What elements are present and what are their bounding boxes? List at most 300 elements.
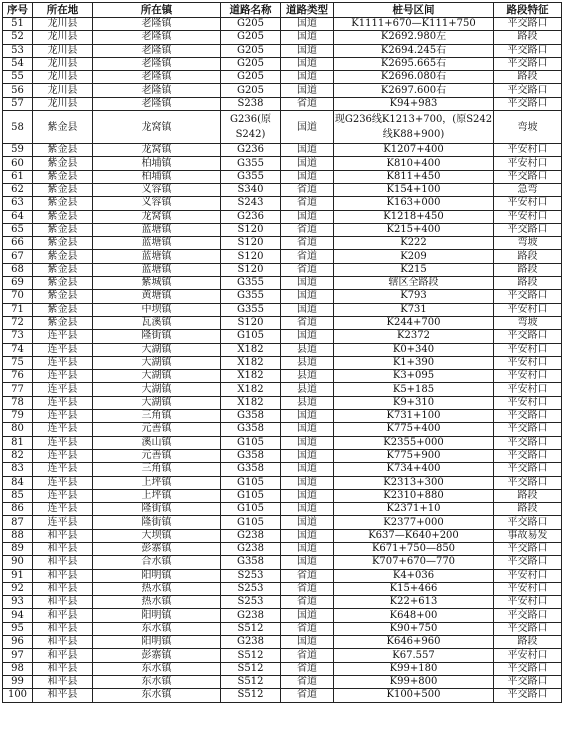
cell-road-name: G358 bbox=[221, 463, 281, 476]
cell-road-name: G105 bbox=[221, 516, 281, 529]
cell-index: 92 bbox=[3, 582, 33, 595]
cell-stake-range: K215+400 bbox=[334, 223, 494, 236]
cell-segment-feature: 弯坡 bbox=[494, 111, 562, 144]
cell-segment-feature: 平交路口 bbox=[494, 609, 562, 622]
cell-segment-feature: 平安村口 bbox=[494, 370, 562, 383]
cell-index: 72 bbox=[3, 316, 33, 329]
header-road-type: 道路类型 bbox=[281, 3, 334, 18]
cell-road-type: 国道 bbox=[281, 556, 334, 569]
cell-town: 紫城镇 bbox=[93, 277, 221, 290]
cell-stake-range: K244+700 bbox=[334, 316, 494, 329]
cell-index: 70 bbox=[3, 290, 33, 303]
cell-county: 和平县 bbox=[33, 529, 93, 542]
cell-county: 和平县 bbox=[33, 689, 93, 702]
cell-road-type: 省道 bbox=[281, 569, 334, 582]
header-index: 序号 bbox=[3, 3, 33, 18]
cell-county: 连平县 bbox=[33, 476, 93, 489]
cell-road-type: 省道 bbox=[281, 689, 334, 702]
cell-road-type: 国道 bbox=[281, 529, 334, 542]
cell-stake-range: K810+400 bbox=[334, 157, 494, 170]
cell-road-name: S120 bbox=[221, 316, 281, 329]
cell-county: 紫金县 bbox=[33, 170, 93, 183]
cell-road-name: S243 bbox=[221, 197, 281, 210]
cell-segment-feature: 事故易发 bbox=[494, 529, 562, 542]
table-row bbox=[3, 356, 562, 369]
table-row bbox=[3, 290, 562, 303]
cell-road-type: 国道 bbox=[281, 44, 334, 57]
cell-index: 75 bbox=[3, 356, 33, 369]
cell-county: 连平县 bbox=[33, 383, 93, 396]
road-hazard-table bbox=[2, 2, 562, 703]
cell-road-type: 国道 bbox=[281, 303, 334, 316]
cell-index: 68 bbox=[3, 263, 33, 276]
cell-stake-range: K1218+450 bbox=[334, 210, 494, 223]
cell-county: 连平县 bbox=[33, 449, 93, 462]
cell-road-name: G105 bbox=[221, 503, 281, 516]
table-row bbox=[3, 250, 562, 263]
cell-segment-feature: 平交路口 bbox=[494, 170, 562, 183]
cell-segment-feature: 平交路口 bbox=[494, 223, 562, 236]
table-row bbox=[3, 569, 562, 582]
cell-stake-range: K163+000 bbox=[334, 197, 494, 210]
cell-stake-range: K671+750—850 bbox=[334, 542, 494, 555]
cell-segment-feature: 平交路口 bbox=[494, 556, 562, 569]
cell-index: 66 bbox=[3, 237, 33, 250]
cell-road-name: X182 bbox=[221, 396, 281, 409]
table-row bbox=[3, 170, 562, 183]
cell-county: 紫金县 bbox=[33, 183, 93, 196]
cell-index: 52 bbox=[3, 31, 33, 44]
cell-county: 紫金县 bbox=[33, 157, 93, 170]
cell-town: 柏埔镇 bbox=[93, 170, 221, 183]
table-row bbox=[3, 396, 562, 409]
cell-road-name: G236 bbox=[221, 144, 281, 157]
cell-town: 隆街镇 bbox=[93, 330, 221, 343]
table-row bbox=[3, 410, 562, 423]
cell-town: 大湖镇 bbox=[93, 396, 221, 409]
cell-road-name: G358 bbox=[221, 423, 281, 436]
cell-road-name: G105 bbox=[221, 436, 281, 449]
cell-road-type: 省道 bbox=[281, 649, 334, 662]
cell-index: 67 bbox=[3, 250, 33, 263]
cell-town: 阳明镇 bbox=[93, 569, 221, 582]
cell-index: 53 bbox=[3, 44, 33, 57]
table-row bbox=[3, 343, 562, 356]
cell-county: 紫金县 bbox=[33, 223, 93, 236]
cell-stake-range: K2372 bbox=[334, 330, 494, 343]
cell-stake-range: K775+900 bbox=[334, 449, 494, 462]
cell-stake-range: K90+750 bbox=[334, 622, 494, 635]
cell-town: 蓝塘镇 bbox=[93, 237, 221, 250]
cell-index: 58 bbox=[3, 111, 33, 144]
cell-county: 和平县 bbox=[33, 662, 93, 675]
cell-road-type: 省道 bbox=[281, 316, 334, 329]
table-row bbox=[3, 649, 562, 662]
cell-road-name: G355 bbox=[221, 277, 281, 290]
cell-index: 64 bbox=[3, 210, 33, 223]
cell-segment-feature: 平安村口 bbox=[494, 210, 562, 223]
header-segment-feature: 路段特征 bbox=[494, 3, 562, 18]
cell-stake-range: K734+400 bbox=[334, 463, 494, 476]
cell-stake-range: K99+180 bbox=[334, 662, 494, 675]
cell-road-name: G358 bbox=[221, 556, 281, 569]
cell-segment-feature: 平安村口 bbox=[494, 197, 562, 210]
cell-segment-feature: 平安村口 bbox=[494, 569, 562, 582]
cell-stake-range: K637—K640+200 bbox=[334, 529, 494, 542]
cell-segment-feature: 平交路口 bbox=[494, 542, 562, 555]
cell-town: 三角镇 bbox=[93, 410, 221, 423]
cell-segment-feature: 平交路口 bbox=[494, 57, 562, 70]
cell-stake-range: K2313+300 bbox=[334, 476, 494, 489]
cell-road-type: 省道 bbox=[281, 237, 334, 250]
cell-segment-feature: 平安村口 bbox=[494, 582, 562, 595]
cell-index: 77 bbox=[3, 383, 33, 396]
cell-index: 62 bbox=[3, 183, 33, 196]
table-row bbox=[3, 84, 562, 97]
table-row bbox=[3, 210, 562, 223]
cell-stake-range: K2694.245右 bbox=[334, 44, 494, 57]
cell-road-type: 省道 bbox=[281, 622, 334, 635]
cell-segment-feature: 弯坡 bbox=[494, 237, 562, 250]
cell-index: 88 bbox=[3, 529, 33, 542]
table-row bbox=[3, 489, 562, 502]
cell-county: 连平县 bbox=[33, 396, 93, 409]
table-row bbox=[3, 144, 562, 157]
cell-town: 老隆镇 bbox=[93, 44, 221, 57]
cell-stake-range: K2377+000 bbox=[334, 516, 494, 529]
cell-stake-range: K731 bbox=[334, 303, 494, 316]
cell-road-type: 国道 bbox=[281, 609, 334, 622]
cell-county: 龙川县 bbox=[33, 57, 93, 70]
cell-stake-range: K4+036 bbox=[334, 569, 494, 582]
table-row bbox=[3, 111, 562, 144]
cell-town: 老隆镇 bbox=[93, 97, 221, 110]
cell-index: 100 bbox=[3, 689, 33, 702]
cell-index: 81 bbox=[3, 436, 33, 449]
cell-road-type: 国道 bbox=[281, 210, 334, 223]
cell-county: 紫金县 bbox=[33, 197, 93, 210]
cell-town: 大湖镇 bbox=[93, 370, 221, 383]
cell-county: 和平县 bbox=[33, 609, 93, 622]
cell-town: 东水镇 bbox=[93, 622, 221, 635]
table-row bbox=[3, 596, 562, 609]
cell-county: 连平县 bbox=[33, 370, 93, 383]
table-row bbox=[3, 463, 562, 476]
table-row bbox=[3, 197, 562, 210]
cell-road-type: 省道 bbox=[281, 97, 334, 110]
cell-road-name: S512 bbox=[221, 622, 281, 635]
cell-stake-range: K67.557 bbox=[334, 649, 494, 662]
cell-road-name: G238 bbox=[221, 636, 281, 649]
cell-town: 蓝塘镇 bbox=[93, 223, 221, 236]
cell-county: 紫金县 bbox=[33, 111, 93, 144]
cell-index: 54 bbox=[3, 57, 33, 70]
cell-road-type: 国道 bbox=[281, 542, 334, 555]
cell-road-name: G238 bbox=[221, 542, 281, 555]
cell-town: 老隆镇 bbox=[93, 84, 221, 97]
cell-index: 85 bbox=[3, 489, 33, 502]
cell-segment-feature: 急弯 bbox=[494, 183, 562, 196]
cell-county: 连平县 bbox=[33, 503, 93, 516]
table-row bbox=[3, 503, 562, 516]
table-row bbox=[3, 436, 562, 449]
cell-town: 龙窝镇 bbox=[93, 111, 221, 144]
cell-road-name: S120 bbox=[221, 223, 281, 236]
table-row bbox=[3, 423, 562, 436]
cell-road-name: S512 bbox=[221, 649, 281, 662]
cell-stake-range: K154+100 bbox=[334, 183, 494, 196]
table-row bbox=[3, 556, 562, 569]
cell-segment-feature: 平交路口 bbox=[494, 622, 562, 635]
cell-stake-range: K99+800 bbox=[334, 675, 494, 688]
cell-road-type: 省道 bbox=[281, 197, 334, 210]
cell-county: 连平县 bbox=[33, 410, 93, 423]
cell-segment-feature: 平交路口 bbox=[494, 476, 562, 489]
cell-road-type: 县道 bbox=[281, 356, 334, 369]
cell-county: 和平县 bbox=[33, 636, 93, 649]
cell-segment-feature: 平交路口 bbox=[494, 84, 562, 97]
header-row bbox=[3, 3, 562, 18]
cell-town: 热水镇 bbox=[93, 596, 221, 609]
cell-segment-feature: 路段 bbox=[494, 263, 562, 276]
cell-county: 龙川县 bbox=[33, 31, 93, 44]
table-row bbox=[3, 636, 562, 649]
table-row bbox=[3, 303, 562, 316]
cell-stake-range: K9+310 bbox=[334, 396, 494, 409]
cell-road-type: 国道 bbox=[281, 277, 334, 290]
cell-index: 87 bbox=[3, 516, 33, 529]
cell-town: 义容镇 bbox=[93, 183, 221, 196]
cell-road-type: 国道 bbox=[281, 503, 334, 516]
cell-town: 阳明镇 bbox=[93, 609, 221, 622]
cell-road-name: G358 bbox=[221, 410, 281, 423]
cell-town: 上坪镇 bbox=[93, 489, 221, 502]
cell-stake-range: K731+100 bbox=[334, 410, 494, 423]
table-row bbox=[3, 18, 562, 31]
table-row bbox=[3, 263, 562, 276]
cell-county: 龙川县 bbox=[33, 44, 93, 57]
cell-road-name: G205 bbox=[221, 71, 281, 84]
cell-town: 上坪镇 bbox=[93, 476, 221, 489]
cell-index: 69 bbox=[3, 277, 33, 290]
table-row bbox=[3, 609, 562, 622]
cell-stake-range: K3+095 bbox=[334, 370, 494, 383]
cell-road-name: G205 bbox=[221, 84, 281, 97]
cell-county: 龙川县 bbox=[33, 71, 93, 84]
table-row bbox=[3, 71, 562, 84]
cell-road-name: G238 bbox=[221, 609, 281, 622]
cell-stake-range: 辖区全路段 bbox=[334, 277, 494, 290]
table-row bbox=[3, 183, 562, 196]
cell-town: 老隆镇 bbox=[93, 71, 221, 84]
cell-stake-range: K15+466 bbox=[334, 582, 494, 595]
cell-index: 60 bbox=[3, 157, 33, 170]
cell-road-name: S253 bbox=[221, 582, 281, 595]
cell-road-name: G105 bbox=[221, 330, 281, 343]
cell-segment-feature: 平交路口 bbox=[494, 436, 562, 449]
cell-segment-feature: 平安村口 bbox=[494, 396, 562, 409]
cell-segment-feature: 路段 bbox=[494, 71, 562, 84]
cell-stake-range: K22+613 bbox=[334, 596, 494, 609]
cell-road-type: 国道 bbox=[281, 476, 334, 489]
cell-road-name: G236(原S242) bbox=[221, 111, 281, 144]
cell-town: 蓝塘镇 bbox=[93, 250, 221, 263]
cell-road-name: G205 bbox=[221, 31, 281, 44]
cell-stake-range: K209 bbox=[334, 250, 494, 263]
cell-county: 紫金县 bbox=[33, 290, 93, 303]
cell-town: 东水镇 bbox=[93, 675, 221, 688]
header-county: 所在地 bbox=[33, 3, 93, 18]
cell-index: 73 bbox=[3, 330, 33, 343]
cell-segment-feature: 平交路口 bbox=[494, 18, 562, 31]
cell-index: 91 bbox=[3, 569, 33, 582]
cell-stake-range: K811+450 bbox=[334, 170, 494, 183]
cell-town: 老隆镇 bbox=[93, 31, 221, 44]
cell-segment-feature: 平安村口 bbox=[494, 343, 562, 356]
cell-index: 97 bbox=[3, 649, 33, 662]
cell-town: 元善镇 bbox=[93, 423, 221, 436]
cell-stake-range: K2310+880 bbox=[334, 489, 494, 502]
cell-segment-feature: 平交路口 bbox=[494, 330, 562, 343]
cell-segment-feature: 平交路口 bbox=[494, 689, 562, 702]
cell-stake-range: K2355+000 bbox=[334, 436, 494, 449]
cell-road-name: G205 bbox=[221, 44, 281, 57]
cell-segment-feature: 平交路口 bbox=[494, 44, 562, 57]
cell-town: 龙窝镇 bbox=[93, 210, 221, 223]
cell-segment-feature: 路段 bbox=[494, 31, 562, 44]
cell-town: 蓝塘镇 bbox=[93, 263, 221, 276]
cell-road-type: 省道 bbox=[281, 250, 334, 263]
table-row bbox=[3, 97, 562, 110]
cell-index: 90 bbox=[3, 556, 33, 569]
cell-town: 隆街镇 bbox=[93, 516, 221, 529]
cell-stake-range: K5+185 bbox=[334, 383, 494, 396]
cell-road-type: 国道 bbox=[281, 57, 334, 70]
cell-road-type: 国道 bbox=[281, 489, 334, 502]
cell-road-type: 省道 bbox=[281, 263, 334, 276]
cell-segment-feature: 路段 bbox=[494, 636, 562, 649]
cell-stake-range: K2692.980左 bbox=[334, 31, 494, 44]
cell-town: 龙窝镇 bbox=[93, 144, 221, 157]
cell-county: 和平县 bbox=[33, 569, 93, 582]
cell-town: 老隆镇 bbox=[93, 18, 221, 31]
cell-road-name: S340 bbox=[221, 183, 281, 196]
table-row bbox=[3, 370, 562, 383]
cell-segment-feature: 路段 bbox=[494, 489, 562, 502]
table-row bbox=[3, 31, 562, 44]
cell-road-type: 县道 bbox=[281, 383, 334, 396]
cell-index: 99 bbox=[3, 675, 33, 688]
cell-road-name: G236 bbox=[221, 210, 281, 223]
cell-road-name: S253 bbox=[221, 596, 281, 609]
cell-segment-feature: 平安村口 bbox=[494, 303, 562, 316]
cell-stake-range: K2697.600右 bbox=[334, 84, 494, 97]
cell-road-name: G105 bbox=[221, 489, 281, 502]
cell-town: 大坝镇 bbox=[93, 529, 221, 542]
cell-index: 63 bbox=[3, 197, 33, 210]
cell-town: 彭寨镇 bbox=[93, 542, 221, 555]
cell-town: 阳明镇 bbox=[93, 636, 221, 649]
cell-stake-range: K2695.665右 bbox=[334, 57, 494, 70]
cell-index: 95 bbox=[3, 622, 33, 635]
cell-road-type: 省道 bbox=[281, 582, 334, 595]
cell-road-name: S253 bbox=[221, 569, 281, 582]
cell-county: 和平县 bbox=[33, 596, 93, 609]
cell-road-name: S238 bbox=[221, 97, 281, 110]
cell-county: 和平县 bbox=[33, 582, 93, 595]
header-town: 所在镇 bbox=[93, 3, 221, 18]
cell-town: 隆街镇 bbox=[93, 503, 221, 516]
cell-road-type: 省道 bbox=[281, 675, 334, 688]
cell-index: 86 bbox=[3, 503, 33, 516]
table-row bbox=[3, 57, 562, 70]
cell-county: 和平县 bbox=[33, 622, 93, 635]
cell-stake-range: K2696.080右 bbox=[334, 71, 494, 84]
cell-town: 热水镇 bbox=[93, 582, 221, 595]
cell-segment-feature: 平安村口 bbox=[494, 356, 562, 369]
cell-town: 柏埔镇 bbox=[93, 157, 221, 170]
cell-road-type: 县道 bbox=[281, 370, 334, 383]
table-row bbox=[3, 582, 562, 595]
cell-segment-feature: 平交路口 bbox=[494, 290, 562, 303]
cell-road-name: S120 bbox=[221, 250, 281, 263]
cell-county: 紫金县 bbox=[33, 210, 93, 223]
cell-stake-range: K648+00 bbox=[334, 609, 494, 622]
cell-town: 元善镇 bbox=[93, 449, 221, 462]
cell-stake-range: K1207+400 bbox=[334, 144, 494, 157]
cell-segment-feature: 平安村口 bbox=[494, 157, 562, 170]
cell-road-type: 省道 bbox=[281, 223, 334, 236]
cell-road-type: 省道 bbox=[281, 662, 334, 675]
cell-county: 连平县 bbox=[33, 516, 93, 529]
cell-road-type: 国道 bbox=[281, 84, 334, 97]
cell-road-name: G355 bbox=[221, 170, 281, 183]
cell-road-name: S512 bbox=[221, 689, 281, 702]
cell-road-name: G358 bbox=[221, 449, 281, 462]
cell-segment-feature: 平交路口 bbox=[494, 449, 562, 462]
cell-road-type: 国道 bbox=[281, 330, 334, 343]
cell-stake-range: K1111+670—K111+750 bbox=[334, 18, 494, 31]
cell-road-name: G105 bbox=[221, 476, 281, 489]
cell-county: 龙川县 bbox=[33, 18, 93, 31]
cell-segment-feature: 路段 bbox=[494, 503, 562, 516]
cell-town: 三角镇 bbox=[93, 463, 221, 476]
cell-segment-feature: 平安村口 bbox=[494, 144, 562, 157]
cell-index: 71 bbox=[3, 303, 33, 316]
cell-stake-range: K2371+10 bbox=[334, 503, 494, 516]
cell-index: 76 bbox=[3, 370, 33, 383]
cell-segment-feature: 平交路口 bbox=[494, 662, 562, 675]
cell-town: 黄塘镇 bbox=[93, 290, 221, 303]
cell-county: 连平县 bbox=[33, 423, 93, 436]
cell-county: 连平县 bbox=[33, 436, 93, 449]
cell-road-name: X182 bbox=[221, 356, 281, 369]
cell-stake-range: K215 bbox=[334, 263, 494, 276]
table-row bbox=[3, 383, 562, 396]
cell-county: 和平县 bbox=[33, 675, 93, 688]
cell-road-type: 国道 bbox=[281, 436, 334, 449]
cell-road-name: G355 bbox=[221, 157, 281, 170]
cell-index: 93 bbox=[3, 596, 33, 609]
cell-index: 65 bbox=[3, 223, 33, 236]
cell-index: 79 bbox=[3, 410, 33, 423]
table-row bbox=[3, 516, 562, 529]
table-row bbox=[3, 449, 562, 462]
cell-segment-feature: 弯坡 bbox=[494, 316, 562, 329]
header-stake-range: 桩号区间 bbox=[334, 3, 494, 18]
cell-county: 连平县 bbox=[33, 330, 93, 343]
cell-road-type: 县道 bbox=[281, 343, 334, 356]
